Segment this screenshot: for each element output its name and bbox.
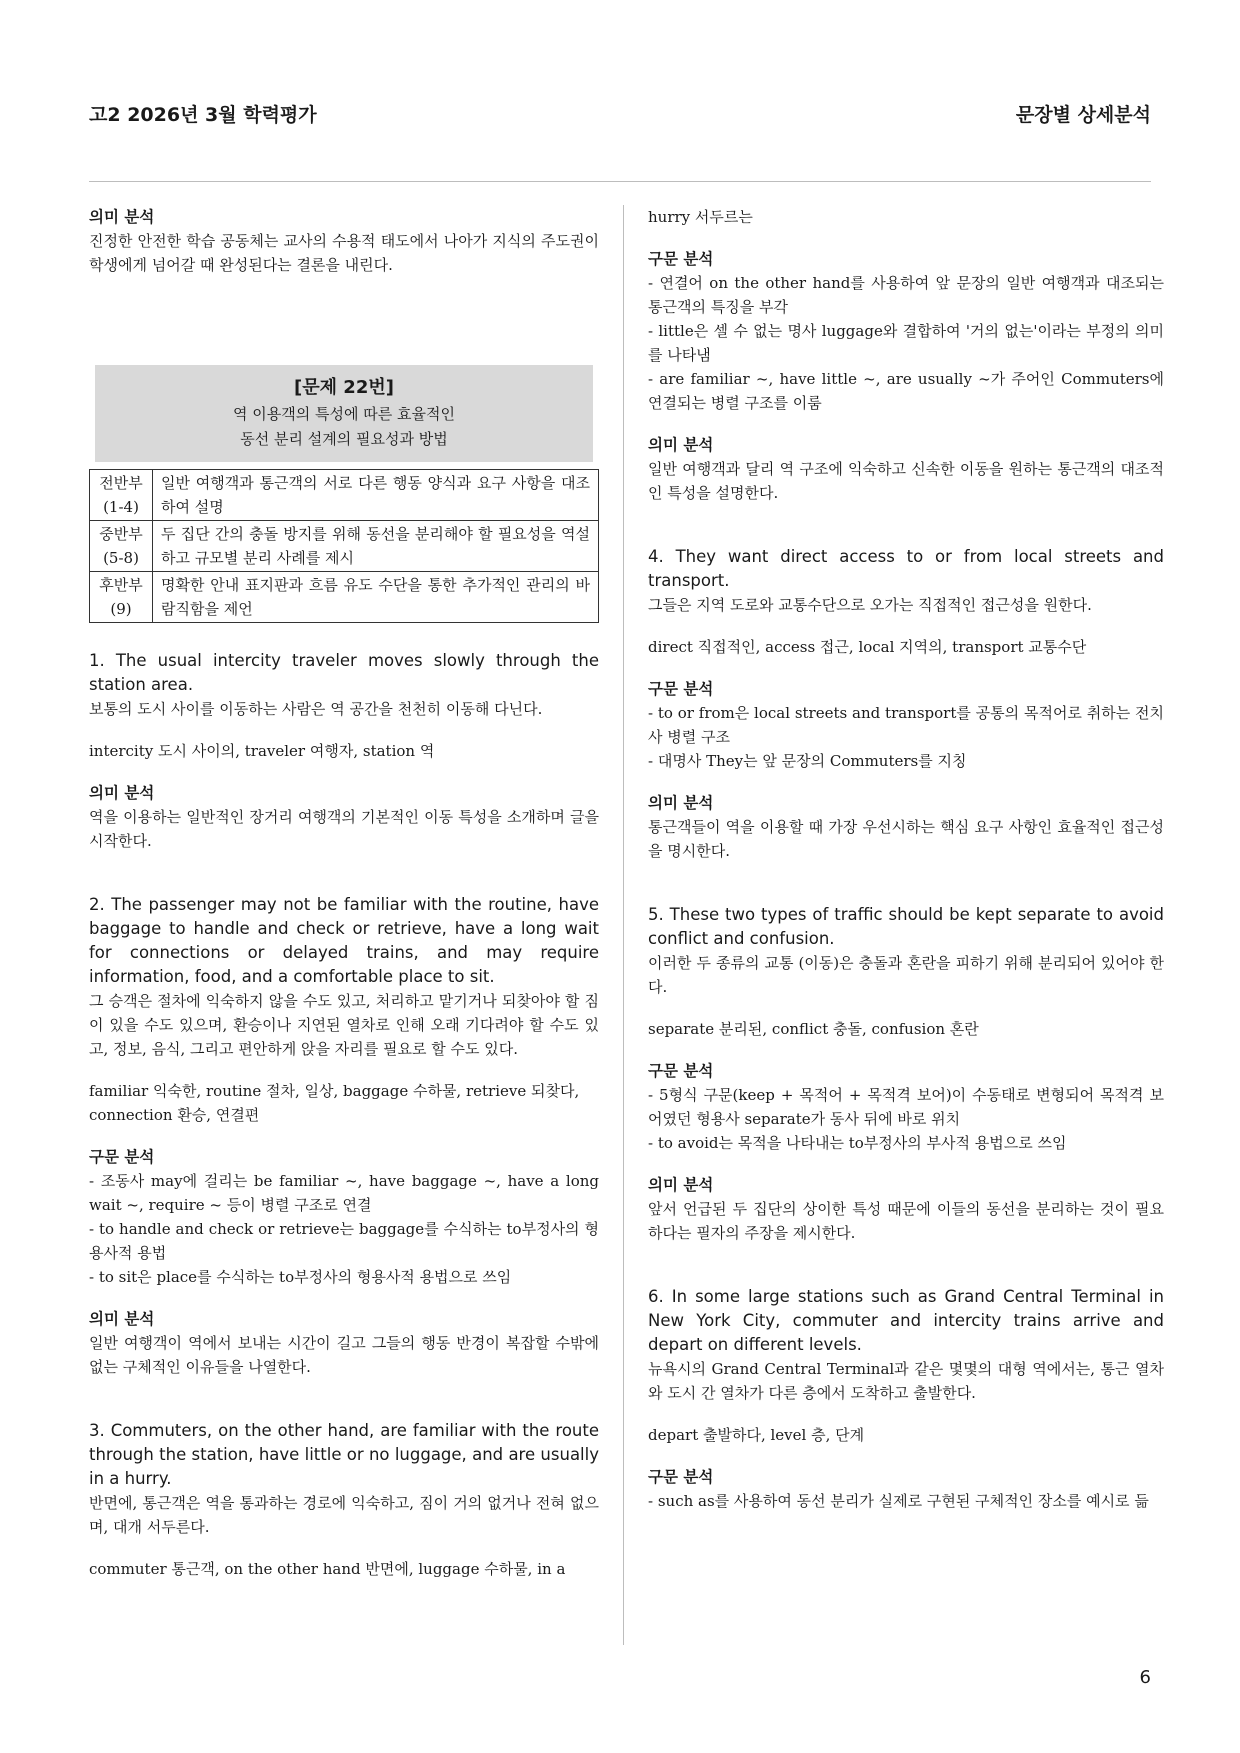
sentence-2 [89, 893, 599, 1379]
sentence-3-korean: 반면에, 통근객은 역을 통과하는 경로에 익숙하고, 짐이 거의 없거나 전혀 없으며, 대개 서두른다. [89, 1494, 599, 1536]
syntax-label: 구문 분석 [648, 680, 714, 698]
table-desc-cell: 일반 여행객과 통근객의 서로 다른 행동 양식과 요구 사항을 대조하여 설명 [153, 470, 599, 521]
sentence-5-syntax-2: - to avoid는 목적을 나타내는 to부정사의 부사적 용법으로 쓰임 [648, 1134, 1067, 1152]
sentence-5-korean: 이러한 두 종류의 교통 (이동)은 충돌과 혼란을 피하기 위해 분리되어 있어야 한다. [648, 954, 1164, 996]
table-desc-cell: 명확한 안내 표지판과 흐름 유도 수단을 통한 추가적인 관리의 바람직함을 제언 [153, 572, 599, 623]
part-range: (5-8) [103, 549, 139, 567]
sentence-4-korean: 그들은 지역 도로와 교통수단으로 오가는 직접적인 접근성을 원한다. [648, 596, 1092, 614]
table-part-cell [90, 521, 153, 572]
table-part-cell [90, 572, 153, 623]
question-subtitle-1: 역 이용객의 특성에 따른 효율적인 [233, 405, 455, 423]
question-title: [문제 22번] [294, 377, 394, 398]
meaning-label: 의미 분석 [89, 208, 155, 226]
sentence-6-syntax-1: - such as를 사용하여 동선 분리가 실제로 구현된 구체적인 장소를 예시로 듦 [648, 1492, 1149, 1510]
sentence-3-vocab: commuter 통근객, on the other hand 반면에, luggage 수하물, in a [89, 1560, 566, 1578]
sentence-6-english: 6. In some large stations such as Grand Central Terminal in New York City, commuter and intercity trains arrive and depart on different levels. [648, 1287, 1164, 1354]
sentence-6-vocab: depart 출발하다, level 층, 단계 [648, 1426, 865, 1444]
column-divider [623, 205, 624, 1645]
right-column [648, 205, 1164, 1513]
sentence-2-syntax-3: - to sit은 place를 수식하는 to부정사의 형용사적 용법으로 쓰임 [89, 1268, 512, 1286]
part-range: (1-4) [103, 498, 139, 516]
sentence-6-korean: 뉴욕시의 Grand Central Terminal과 같은 몇몇의 대형 역에서는, 통근 열차와 도시 간 열차가 다른 층에서 도착하고 출발한다. [648, 1360, 1164, 1402]
sentence-4-syntax-2: - 대명사 They는 앞 문장의 Commuters를 지칭 [648, 752, 967, 770]
sentence-4 [648, 545, 1164, 863]
meaning-label: 의미 분석 [89, 1310, 155, 1328]
syntax-label: 구문 분석 [648, 250, 714, 268]
part-name: 중반부 [99, 525, 143, 543]
question-subtitle-2: 동선 분리 설계의 필요성과 방법 [240, 430, 448, 448]
header-title: 고2 2026년 3월 학력평가 [89, 104, 317, 126]
sentence-4-syntax-1: - to or from은 local streets and transport를 공통의 목적어로 취하는 전치사 병렬 구조 [648, 704, 1164, 746]
sentence-3-syntax-1: - 연결어 on the other hand를 사용하여 앞 문장의 일반 여행객과 대조되는 통근객의 특징을 부각 [648, 274, 1164, 316]
structure-table [89, 469, 599, 623]
sentence-3 [89, 1419, 599, 1581]
syntax-label: 구문 분석 [648, 1468, 714, 1486]
part-name: 후반부 [99, 576, 143, 594]
sentence-2-meaning: 일반 여행객이 역에서 보내는 시간이 길고 그들의 행동 반경이 복잡할 수밖에 없는 구체적인 이유들을 나열한다. [89, 1334, 599, 1376]
part-name: 전반부 [99, 474, 143, 492]
sentence-4-vocab: direct 직접적인, access 접근, local 지역의, transport 교통수단 [648, 638, 1087, 656]
table-part-cell [90, 470, 153, 521]
sentence-5-english: 5. These two types of traffic should be kept separate to avoid conflict and confusion. [648, 905, 1164, 948]
syntax-label: 구문 분석 [89, 1148, 155, 1166]
left-column [89, 205, 599, 1581]
sentence-3-english: 3. Commuters, on the other hand, are familiar with the route through the station, have little or no luggage, and are usually in a hurry. [89, 1421, 599, 1488]
sentence-1-vocab: intercity 도시 사이의, traveler 여행자, station 역 [89, 742, 435, 760]
table-desc-cell: 두 집단 간의 충돌 방지를 위해 동선을 분리해야 할 필요성을 역설하고 규모별 분리 사례를 제시 [153, 521, 599, 572]
sentence-2-syntax-2: - to handle and check or retrieve는 baggage를 수식하는 to부정사의 형용사적 용법 [89, 1220, 599, 1262]
header-divider [89, 181, 1151, 182]
table-row [90, 572, 599, 623]
meaning-label: 의미 분석 [648, 794, 714, 812]
sentence-3-syntax-2: - little은 셀 수 없는 명사 luggage와 결합하여 '거의 없는'이라는 부정의 의미를 나타냄 [648, 322, 1164, 364]
sentence-3-meaning: 일반 여행객과 달리 역 구조에 익숙하고 신속한 이동을 원하는 통근객의 대조적인 특성을 설명한다. [648, 460, 1164, 502]
syntax-label: 구문 분석 [648, 1062, 714, 1080]
table-row [90, 521, 599, 572]
sentence-2-korean: 그 승객은 절차에 익숙하지 않을 수도 있고, 처리하고 맡기거나 되찾아야 할 짐이 있을 수도 있으며, 환승이나 지연된 열차로 인해 오래 기다려야 할 수도 있고, 정보, 음식, 그리고 편안하게 앉을 자리를 필요로 할 수도 있다. [89, 992, 599, 1058]
table-row [90, 470, 599, 521]
sentence-2-syntax-1: - 조동사 may에 걸리는 be familiar ~, have baggage ~, have a long wait ~, require ~ 등이 병렬 구조로 연결 [89, 1172, 599, 1214]
question-box [95, 365, 593, 462]
sentence-4-meaning: 통근객들이 역을 이용할 때 가장 우선시하는 핵심 요구 사항인 효율적인 접근성을 명시한다. [648, 818, 1164, 860]
meaning-label: 의미 분석 [648, 1176, 714, 1194]
sentence-1-meaning: 역을 이용하는 일반적인 장거리 여행객의 기본적인 이동 특성을 소개하며 글을 시작한다. [89, 808, 599, 850]
sentence-1-english: 1. The usual intercity traveler moves slowly through the station area. [89, 651, 599, 694]
sentence-5-meaning: 앞서 언급된 두 집단의 상이한 특성 때문에 이들의 동선을 분리하는 것이 필요하다는 필자의 주장을 제시한다. [648, 1200, 1164, 1242]
page-number: 6 [1139, 1667, 1151, 1688]
sentence-3-syntax-3: - are familiar ~, have little ~, are usually ~가 주어인 Commuters에 연결되는 병렬 구조를 이룸 [648, 370, 1164, 412]
sentence-1-korean: 보통의 도시 사이를 이동하는 사람은 역 공간을 천천히 이동해 다닌다. [89, 700, 543, 718]
header-section-title: 문장별 상세분석 [1015, 104, 1151, 126]
sentence-4-english: 4. They want direct access to or from local streets and transport. [648, 547, 1164, 590]
sentence-5 [648, 903, 1164, 1245]
part-range: (9) [110, 600, 132, 618]
meaning-label: 의미 분석 [89, 784, 155, 802]
sentence-5-vocab: separate 분리된, conflict 충돌, confusion 혼란 [648, 1020, 979, 1038]
intro-meaning-text: 진정한 안전한 학습 공동체는 교사의 수용적 태도에서 나아가 지식의 주도권이 학생에게 넘어갈 때 완성된다는 결론을 내린다. [89, 232, 599, 274]
meaning-label: 의미 분석 [648, 436, 714, 454]
sentence-2-english: 2. The passenger may not be familiar with the routine, have baggage to handle and check or retrieve, have a long wait for connections or delayed trains, and may require information, food, and a comfortable place to sit. [89, 895, 599, 986]
sentence-6 [648, 1285, 1164, 1513]
sentence-2-vocab: familiar 익숙한, routine 절차, 일상, baggage 수하물, retrieve 되찾다, connection 환승, 연결편 [89, 1082, 580, 1124]
sentence-3-vocab-cont: hurry 서두르는 [648, 208, 753, 226]
sentence-5-syntax-1: - 5형식 구문(keep + 목적어 + 목적격 보어)이 수동태로 변형되어 목적격 보어였던 형용사 separate가 동사 뒤에 바로 위치 [648, 1086, 1164, 1128]
sentence-1 [89, 649, 599, 853]
